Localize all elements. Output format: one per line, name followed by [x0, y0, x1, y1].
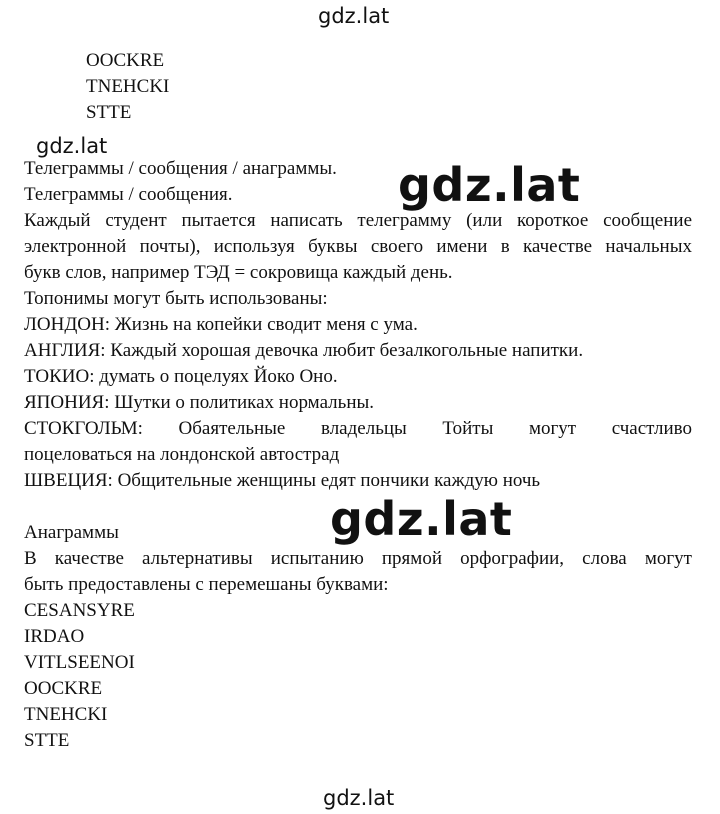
watermark-top: gdz.lat [318, 4, 390, 28]
text-line: Телеграммы / сообщения / анаграммы. [24, 158, 337, 179]
watermark-left: gdz.lat [36, 134, 108, 158]
anagram-item: IRDAO [24, 626, 85, 647]
text-line: Топонимы могут быть использованы: [24, 288, 328, 309]
anagram-item: CESANSYRE [24, 600, 135, 621]
anagram-item: TNEHCKI [24, 704, 108, 725]
anagram-item: VITLSEENOI [24, 652, 135, 673]
text-line: Телеграммы / сообщения. [24, 184, 233, 205]
anagram-item: OOCKRE [24, 678, 103, 699]
text-line: Каждый студент пытается написать телеграмму (или короткое сообщение [24, 210, 692, 231]
list-item: STTE [86, 102, 132, 123]
text-line: ЛОНДОН: Жизнь на копейки сводит меня с ума. [24, 314, 418, 335]
text-line: ЯПОНИЯ: Шутки о политиках нормальны. [24, 392, 374, 413]
text-line: быть предоставлены с перемешаны буквами: [24, 574, 389, 595]
list-item: TNEHCKI [86, 76, 170, 97]
watermark-large: gdz.lat [330, 492, 513, 546]
text-line: букв слов, например ТЭД = сокровища каждый день. [24, 262, 453, 283]
watermark-bottom: gdz.lat [323, 786, 395, 810]
watermark-large: gdz.lat [398, 158, 581, 212]
text-line: АНГЛИЯ: Каждый хорошая девочка любит безалкогольные напитки. [24, 340, 584, 361]
list-item: OOCKRE [86, 50, 165, 71]
section-heading: Анаграммы [24, 522, 119, 543]
text-line: поцеловаться на лондонской автострад [24, 444, 340, 465]
text-line: ШВЕЦИЯ: Общительные женщины едят пончики каждую ночь [24, 470, 541, 491]
text-line: В качестве альтернативы испытанию прямой орфографии, слова могут [24, 548, 692, 569]
text-line: ТОКИО: думать о поцелуях Йоко Оно. [24, 366, 338, 387]
text-line: электронной почты), используя буквы своего имени в качестве начальных [24, 236, 692, 257]
anagram-item: STTE [24, 730, 70, 751]
document-body [24, 156, 692, 754]
text-line: СТОКГОЛЬМ: Обаятельные владельцы Тойты могут счастливо [24, 418, 692, 439]
top-word-list [86, 48, 169, 126]
